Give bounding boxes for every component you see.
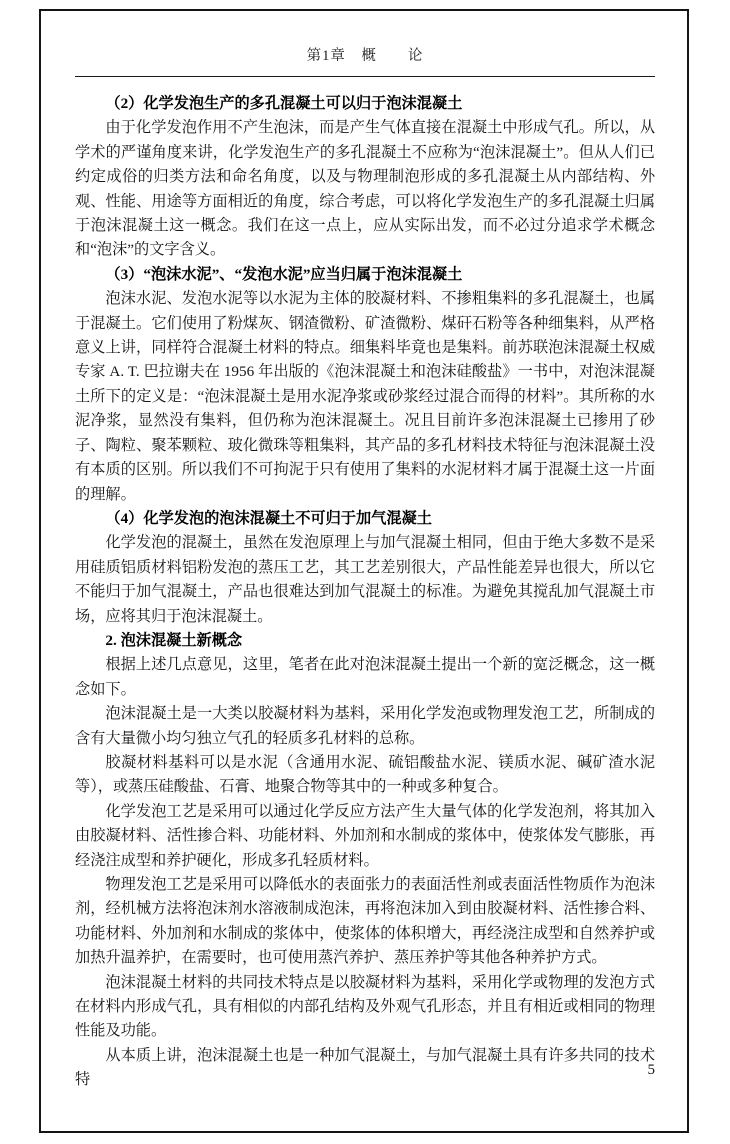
body-paragraph: 物理发泡工艺是采用可以降低水的表面张力的表面活性剂或表面活性物质作为泡沫剂，经机械方法将泡沫剂水溶液制成泡沫，再将泡沫加入到由胶凝材料、活性掺合料、功能材料、外加剂和水制成的浆体中，使浆体的体积增大，再经浇注成型和自然养护或加热升温养护，在需要时，也可使用蒸汽养护、蒸压养护等其他各种养护方式。 <box>75 876 655 967</box>
body-paragraph: 从本质上讲，泡沫混凝土也是一种加气混凝土，与加气混凝土具有许多共同的技术特 <box>75 1046 655 1089</box>
body-paragraph: 化学发泡的混凝土，虽然在发泡原理上与加气混凝土相同，但由于绝大多数不是采用硅质铝质材料铝粉发泡的蒸压工艺，其工艺差别很大，产品性能差异也很大，所以它不能归于加气混凝土，产品也很难达到加气混凝土的标准。为避免其搅乱加气混凝土市场，应将其归于泡沫混凝土。 <box>75 534 655 625</box>
chapter-header: 第1章 概 论 <box>306 48 424 64</box>
section-heading: （4）化学发泡的泡沫混凝土不可归于加气混凝土 <box>105 509 432 527</box>
page-body <box>75 92 655 1093</box>
page-number: 5 <box>647 1062 655 1078</box>
header-divider <box>75 76 655 77</box>
body-paragraph: 胶凝材料基料可以是水泥（含通用水泥、硫铝酸盐水泥、镁质水泥、碱矿渣水泥等），或蒸压硅酸盐、石膏、地聚合物等其中的一种或多种复合。 <box>75 753 655 796</box>
page-content <box>75 48 655 1093</box>
section-heading: （2）化学发泡生产的多孔混凝土可以归于泡沫混凝土 <box>105 95 463 112</box>
body-paragraph: 泡沫混凝土是一大类以胶凝材料为基料，采用化学发泡或物理发泡工艺，所制成的含有大量微小均匀独立气孔的轻质多孔材料的总称。 <box>75 705 655 747</box>
section-heading: （3）“泡沫水泥”、“发泡水泥”应当归属于泡沫混凝土 <box>105 265 463 283</box>
body-paragraph: 泡沫水泥、发泡水泥等以水泥为主体的胶凝材料、不掺粗集料的多孔混凝土，也属于混凝土。它们使用了粉煤灰、钢渣微粉、矿渣微粉、煤矸石粉等各种细集料，从严格意义上讲，同样符合混凝土材料的特点。细集料毕竟也是集料。前苏联泡沫混凝土权威专家 A. T. 巴拉谢夫在 1956 年出版的《泡沫混凝土和泡沫硅酸盐》一书中，对泡沫混凝土所下的定义是：“泡沫混凝土是用水泥净浆或砂浆经过混合而得的材料”。其所称的水泥净浆，显然没有集料，但仍称为泡沫混凝土。况且目前许多泡沫混凝土已掺用了砂子、陶粒、聚苯颗粒、玻化微珠等粗集料，其产品的多孔材料技术特征与泡沫混凝土没有本质的区别。所以我们不可拘泥于只有使用了集料的水泥材料才属于混凝土这一片面的理解。 <box>75 290 655 503</box>
body-paragraph: 泡沫混凝土材料的共同技术特点是以胶凝材料为基料，采用化学或物理的发泡方式在材料内形成气孔，具有相似的内部孔结构及外观气孔形态，并且有相近或相同的物理性能及功能。 <box>75 973 655 1040</box>
body-paragraph: 根据上述几点意见，这里，笔者在此对泡沫混凝土提出一个新的宽泛概念，这一概念如下。 <box>75 656 655 698</box>
body-paragraph: 由于化学发泡作用不产生泡沫，而是产生气体直接在混凝土中形成气孔。所以，从学术的严谨角度来讲，化学发泡生产的多孔混凝土不应称为“泡沫混凝土”。但从人们已约定成俗的归类方法和命名角度，以及与物理制泡形成的多孔混凝土从内部结构、外观、性能、用途等方面相近的角度，综合考虑，可以将化学发泡生产的多孔混凝土归属于泡沫混凝土这一概念。我们在这一点上，应从实际出发，而不必过分追求学术概念和“泡沫”的文字含义。 <box>75 119 655 259</box>
section-heading: 2. 泡沫混凝土新概念 <box>105 631 243 649</box>
body-paragraph: 化学发泡工艺是采用可以通过化学反应方法产生大量气体的化学发泡剂，将其加入由胶凝材料、活性掺合料、功能材料、外加剂和水制成的浆体中，使浆体发气膨胀，再经浇注成型和养护硬化，形成多孔轻质材料。 <box>75 802 655 869</box>
